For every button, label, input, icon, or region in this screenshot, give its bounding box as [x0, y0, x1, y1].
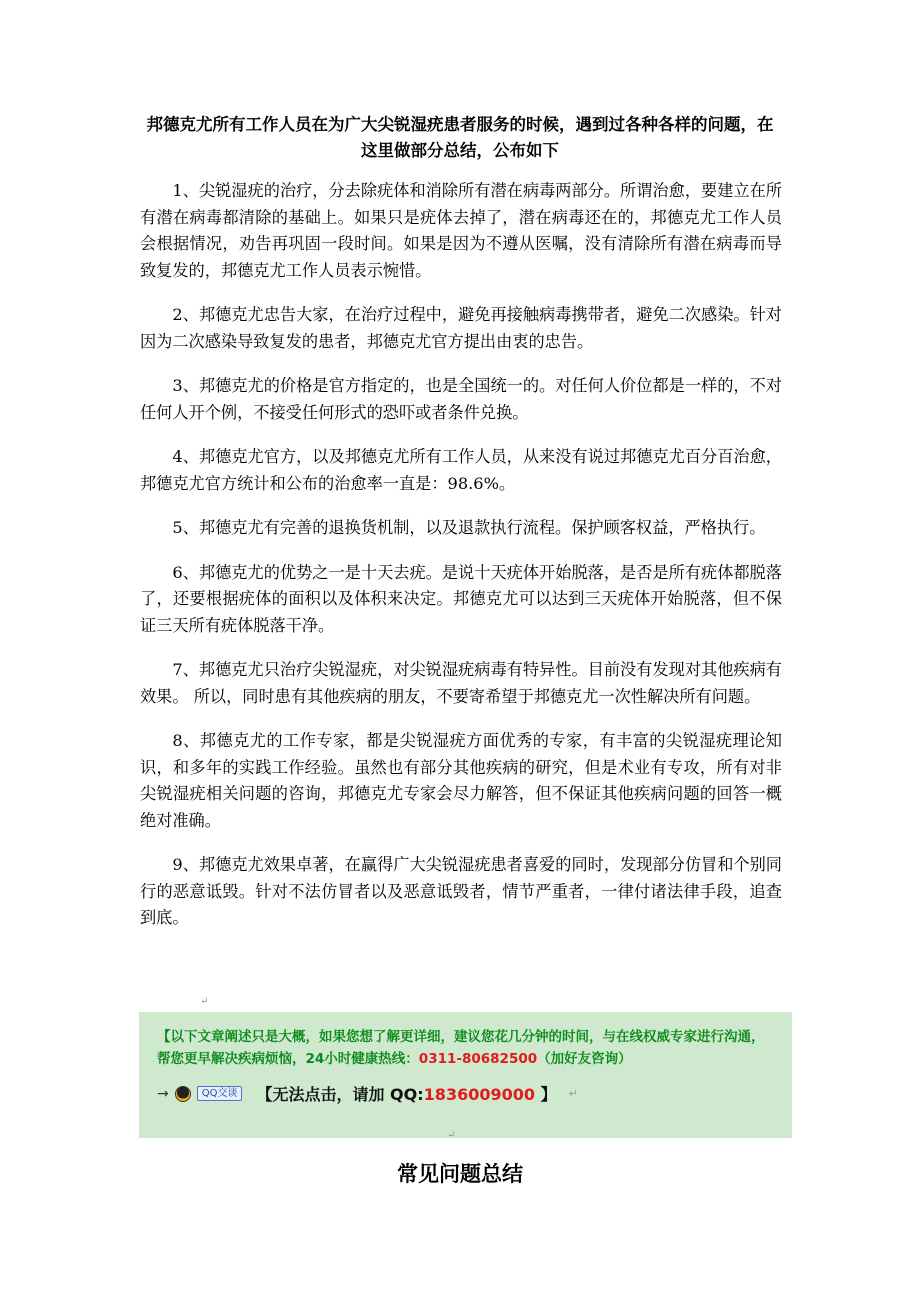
qq-penguin-icon[interactable] — [175, 1086, 191, 1102]
banner-text: 【以下文章阐述只是大概，如果您想了解更详细，建议您花几分钟的时间，与在线权威专家进行沟通，帮您更早解决疾病烦恼，24小时健康热线：0311-80682500（加好友咨询） — [157, 1029, 765, 1067]
faq-item-2: 2、邦德克尤忠告大家，在治疗过程中，避免再接触病毒携带者，避免二次感染。针对因为二次感染导致复发的患者，邦德克尤官方提出由衷的忠告。 — [140, 305, 782, 351]
faq-item-4: 4、邦德克尤官方，以及邦德克尤所有工作人员，从来没有说过邦德克尤百分百治愈，邦德克尤官方统计和公布的治愈率一直是：98.6%。 — [140, 447, 782, 493]
qq-number: 1836009000 — [423, 1085, 535, 1104]
faq-item-5: 5、邦德克尤有完善的退换货机制，以及退款执行流程。保护顾客权益，严格执行。 — [172, 518, 766, 537]
document-title: 邦德克尤所有工作人员在为广大尖锐湿疣患者服务的时候，遇到过各种各样的问题，在这里做部分总结，公布如下 — [146, 115, 774, 160]
faq-item-7: 7、邦德克尤只治疗尖锐湿疣，对尖锐湿疣病毒有特异性。目前没有发现对其他疾病有效果。 所以，同时患有其他疾病的朋友，不要寄希望于邦德克尤一次性解决所有问题。 — [140, 660, 782, 706]
faq-list — [140, 178, 782, 950]
qq-contact-text: 【无法点击，请加 QQ:1836009000 】 — [256, 1085, 557, 1104]
faq-item-3: 3、邦德克尤的价格是官方指定的，也是全国统一的。对任何人价位都是一样的，不对任何人开个例，不接受任何形式的恐吓或者条件兑换。 — [140, 376, 782, 422]
faq-item-8: 8、邦德克尤的工作专家，都是尖锐湿疣方面优秀的专家，有丰富的尖锐湿疣理论知识，和多年的实践工作经验。虽然也有部分其他疾病的研究，但是术业有专攻，所有对非尖锐湿疣相关问题的咨询，邦德克尤专家会尽力解答，但不保证其他疾病问题的回答一概绝对准确。 — [140, 731, 782, 830]
faq-item-1: 1、尖锐湿疣的治疗，分去除疣体和消除所有潜在病毒两部分。所谓治愈，要建立在所有潜在病毒都清除的基础上。如果只是疣体去掉了，潜在病毒还在的，邦德克尤工作人员会根据情况，劝告再巩固一段时间。如果是因为不遵从医嘱，没有清除所有潜在病毒而导致复发的，邦德克尤工作人员表示惋惜。 — [140, 181, 782, 280]
hotline-number: 0311-80682500 — [418, 1051, 538, 1067]
section-title: 常见问题总结 — [397, 1161, 523, 1186]
faq-item-9: 9、邦德克尤效果卓著，在赢得广大尖锐湿疣患者喜爱的同时，发现部分仿冒和个别同行的恶意诋毁。针对不法仿冒者以及恶意诋毁者，情节严重者，一律付诸法律手段，追查到底。 — [140, 855, 782, 927]
paragraph-mark: ↵ — [200, 996, 209, 1007]
paragraph-mark: ↵ — [568, 1087, 578, 1100]
paragraph-mark: ↵ — [447, 1130, 456, 1141]
qq-row — [157, 1082, 774, 1105]
qq-chat-button[interactable]: QQ交谈 — [197, 1086, 243, 1101]
consultation-banner — [139, 1012, 792, 1138]
faq-item-6: 6、邦德克尤的优势之一是十天去疣。是说十天疣体开始脱落，是否是所有疣体都脱落了，还要根据疣体的面积以及体积来决定。邦德克尤可以达到三天疣体开始脱落，但不保证三天所有疣体脱落干净。 — [140, 562, 782, 635]
arrow-icon: → — [157, 1085, 169, 1102]
